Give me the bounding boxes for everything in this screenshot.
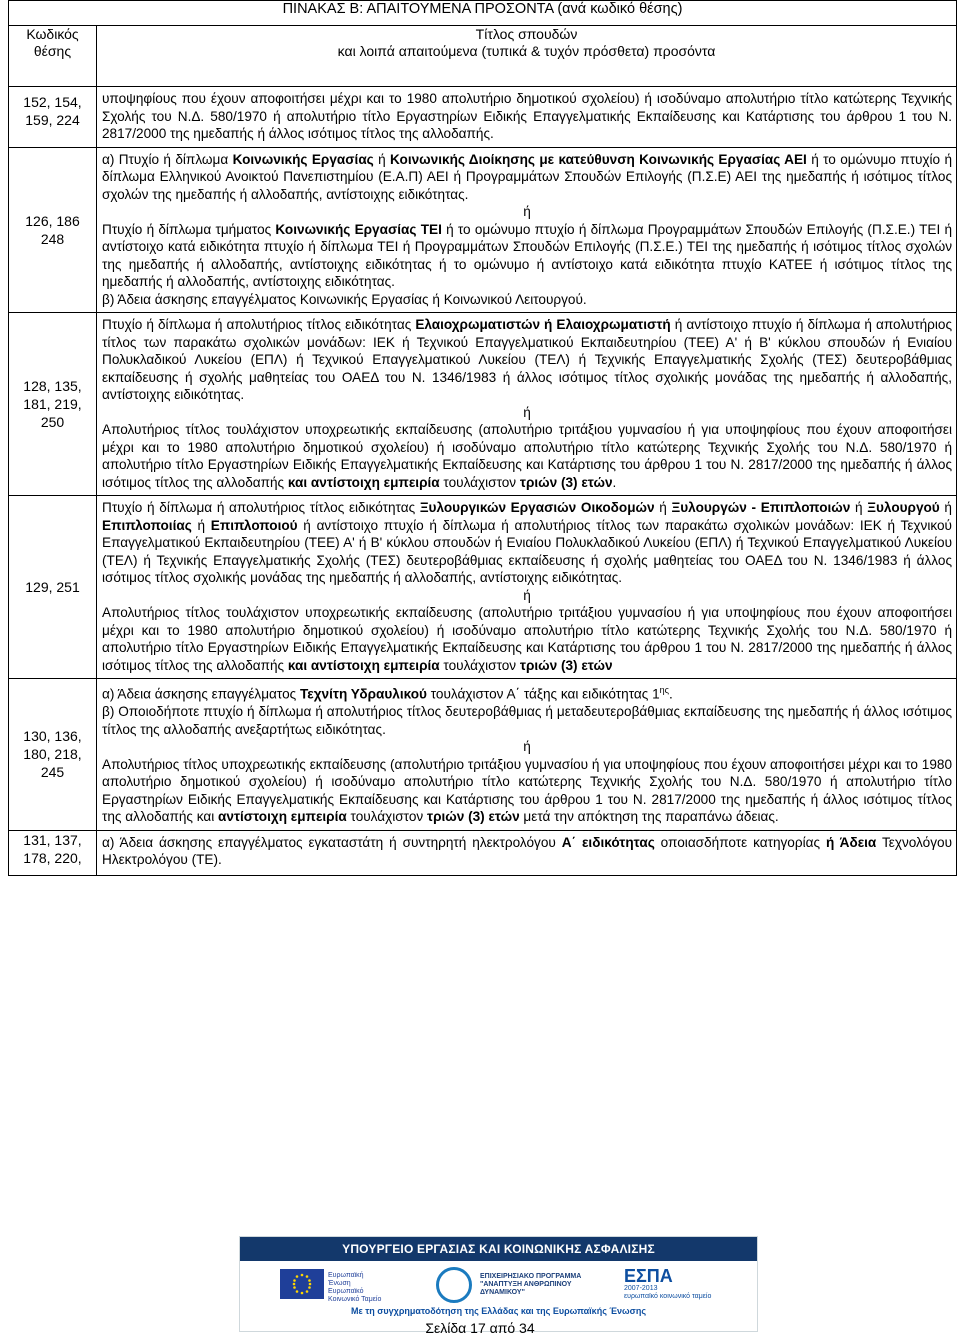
page-number: Σελίδα 17 από 34 (425, 1320, 535, 1336)
position-codes: 128, 135, 181, 219, 250 (9, 313, 97, 496)
table-row (9, 87, 957, 148)
funding-banner (239, 1236, 758, 1332)
table-row (9, 830, 957, 875)
position-codes: 130, 136, 180, 218, 245 (9, 679, 97, 831)
position-codes: 126, 186 248 (9, 147, 97, 313)
eu-label: Ευρωπαϊκή Ένωση Ευρωπαϊκό Κοινωνικό Ταμείο (328, 1272, 382, 1303)
position-codes: 131, 137, 178, 220, (9, 830, 97, 875)
document-page (8, 0, 956, 876)
table-title: ΠΙΝΑΚΑΣ Β: ΑΠΑΙΤΟΥΜΕΝΑ ΠΡΟΣΟΝΤΑ (ανά κωδικό θέσης) (9, 1, 957, 26)
table-row (9, 147, 957, 313)
table-row (9, 496, 957, 679)
ministry-title: ΥΠΟΥΡΓΕΙΟ ΕΡΓΑΣΙΑΣ ΚΑΙ ΚΟΙΝΩΝΙΚΗΣ ΑΣΦΑΛΙΣΗΣ (240, 1237, 757, 1261)
qualifications-text: υποψηφίους που έχουν αποφοιτήσει μέχρι και το 1980 απολυτήριο δημοτικού σχολείου) ή ισοδύναμο απολυτήριο τίτλο κατώτερης Τεχνικής Σχολής του Ν.Δ. 580/1970 ή απολυτήριο τίτλο Εργαστηρίων Ειδικής Επαγγελματικής Εκπαίδευσης και Κατάρτισης του άρθρου 1 του Ν. 2817/2000 της ημεδαπής ή άλλος ισότιμος τίτλος της αλλοδαπής. (97, 87, 957, 148)
logos-strip (240, 1261, 757, 1305)
qualifications-column-header: Τίτλος σπουδών και λοιπά απαιτούμενα (τυπικά & τυχόν πρόσθετα) προσόντα (97, 26, 957, 87)
eu-flag-icon (280, 1269, 324, 1299)
position-codes: 152, 154, 159, 224 (9, 87, 97, 148)
qualifications-text: α) Πτυχίο ή δίπλωμα Κοινωνικής Εργασίας ή Κοινωνικής Διοίκησης με κατεύθυνση Κοινωνικής Εργασίας ΑΕΙ ή το ομώνυμο πτυχίο ή δίπλωμα Ελληνικού Ανοικτού Πανεπιστημίου (Ε.Α.Π) ΑΕΙ ή Προγραμμάτων Σπουδών Επιλογής (Π.Σ.Ε) ΑΕΙ της ημεδαπής ή ισότιμος τίτλος σχολών της ημεδαπής ή αλλοδαπής, αντίστοιχης ειδικότητας. ή Πτυχίο ή δίπλωμα τμήματος Κοινωνικής Εργασίας ΤΕΙ ή το ομώνυμο πτυχίο ή δίπλωμα Προγραμμάτων Σπουδών Επιλογής (Π.Σ.Ε.) ΤΕΙ ή αντίστοιχο κατά ειδικότητα πτυχίο ή δίπλωμα ΤΕΙ ή Προγραμμάτων Σπουδών Επιλογής (Π.Σ.Ε.) ΤΕΙ της ημεδαπής ή ισότιμος τίτλος σχολών της ημεδαπής ή αλλοδαπής, αντίστοιχης ειδικότητας ή το ομώνυμο ή αντίστοιχο κατά ειδικότητα πτυχίο ΚΑΤΕΕ ή ισότιμος τίτλος της ημεδαπής ή αλλοδαπής, αντίστοιχης ειδικότητας. β) Άδεια άσκησης επαγγέλματος Κοινωνικής Εργασίας ή Κοινωνικού Λειτουργού. (97, 147, 957, 313)
qualifications-text: α) Άδεια άσκησης επαγγέλματος εγκαταστάτη ή συντηρητή ηλεκτρολόγου Α΄ ειδικότητας οποιασδήποτε κατηγορίας ή Άδεια Τεχνολόγου Ηλεκτρολόγου (ΤΕ). (97, 830, 957, 875)
qualifications-text: α) Άδεια άσκησης επαγγέλματος Τεχνίτη Υδραυλικού τουλάχιστον Α΄ τάξης και ειδικότητας $1^{\eta\varsigma}$. β) Οποιοδήποτε πτυχίο ή δίπλωμα ή απολυτήριος τίτλος δευτεροβάθμιας ή μεταδευτεροβάθμιας εκπαίδευσης της ημεδαπής ή άλλος ισότιμος τίτλος της αλλοδαπής ανεξαρτήτως ειδικότητας. ή Απολυτήριος τίτλος υποχρεωτικής εκπαίδευσης (απολυτήριο τριτάξιου γυμνασίου ή για υποψηφίους που έχουν αποφοιτήσει μέχρι και το 1980 απολυτήριο δημοτικού σχολείου) ή ισοδύναμο απολυτήριο τίτλο κατώτερης Τεχνικής Σχολής του Ν.Δ. 580/1970 ή απολυτήριο τίτλο Εργαστηρίων Ειδικής Επαγγελματικής Εκπαίδευσης και Κατάρτισης του άρθρου 1 του Ν. 2817/2000 της ημεδαπής ή άλλος ισότιμος τίτλος της αλλοδαπής και αντίστοιχη εμπειρία τουλάχιστον τριών (3) ετών μετά την απόκτηση της παραπάνω άδειας. (97, 679, 957, 831)
requirements-table (8, 0, 957, 876)
position-codes: 129, 251 (9, 496, 97, 679)
cofunding-text: Με τη συγχρηματοδότηση της Ελλάδας και της Ευρωπαϊκής Ένωσης (350, 1306, 646, 1316)
qualifications-text: Πτυχίο ή δίπλωμα ή απολυτήριος τίτλος ειδικότητας Ελαιοχρωματιστών ή Ελαιοχρωματιστή ή αντίστοιχο πτυχίο ή δίπλωμα ή απολυτήριος τίτλος των παρακάτω σχολικών μονάδων: ΙΕΚ ή Τεχνικού Επαγγελματικού Εκπαιδευτηρίου (ΤΕΕ) Α' ή Β' κύκλου σπουδών ή Ενιαίου Πολυκλαδικού Λυκείου (ΕΠΛ) ή Τεχνικού Επαγγελματικού Λυκείου (ΤΕΛ) ή Τεχνικής Επαγγελματικής Σχολής (ΤΕΣ) δευτεροβάθμιας εκπαίδευσης ή σχολής μαθητείας του ΟΑΕΔ του Ν. 1346/1983 ή άλλος ισότιμος τίτλος σχολικής μονάδας της ημεδαπής ή αλλοδαπής, αντίστοιχης ειδικότητας. ή Απολυτήριος τίτλος τουλάχιστον υποχρεωτικής εκπαίδευσης (απολυτήριο τριτάξιου γυμνασίου ή για υποψηφίους που έχουν αποφοιτήσει μέχρι και το 1980 απολυτήριο δημοτικού σχολείου) ή ισοδύναμο απολυτήριο τίτλο κατώτερης Τεχνικής Σχολής του Ν.Δ. 580/1970 ή απολυτήριο τίτλο Εργαστηρίων Ειδικής Επαγγελματικής Εκπαίδευσης και Κατάρτισης του άρθρου 1 του Ν. 2817/2000 της ημεδαπής ή άλλος ισότιμος τίτλος της αλλοδαπής και αντίστοιχη εμπειρία τουλάχιστον τριών (3) ετών. (97, 313, 957, 496)
espa-logo: ΕΣΠΑ 2007-2013 ευρωπαϊκό κοινωνικό ταμείο (624, 1266, 712, 1300)
programme-logo-icon (436, 1267, 472, 1303)
table-row (9, 313, 957, 496)
programme-label: ΕΠΙΧΕΙΡΗΣΙΑΚΟ ΠΡΟΓΡΑΜΜΑ "ΑΝΑΠΤΥΞΗ ΑΝΘΡΩΠΙΝΟΥ ΔΥΝΑΜΙΚΟΥ" (480, 1273, 582, 1296)
qualifications-text: Πτυχίο ή δίπλωμα ή απολυτήριος τίτλος ειδικότητας Ξυλουργικών Εργασιών Οικοδομών ή Ξυλουργών - Επιπλοποιών ή Ξυλουργού ή Επιπλοποιίας ή Επιπλοποιού ή αντίστοιχο πτυχίο ή δίπλωμα ή απολυτήριος τίτλος των παρακάτω σχολικών μονάδων: ΙΕΚ ή Τεχνικού Επαγγελματικού Εκπαιδευτηρίου (ΤΕΕ) Α' ή Β' κύκλου σπουδών ή Ενιαίου Πολυκλαδικού Λυκείου (ΕΠΛ) ή Τεχνικού Επαγγελματικού Λυκείου (ΤΕΛ) ή Τεχνικής Επαγγελματικής Σχολής (ΤΕΣ) δευτεροβάθμιας εκπαίδευσης ή σχολής μαθητείας του ΟΑΕΔ του Ν. 1346/1983 ή άλλος ισότιμος τίτλος σχολικής μονάδας της ημεδαπής ή αλλοδαπής, αντίστοιχης ειδικότητας. ή Απολυτήριος τίτλος τουλάχιστον υποχρεωτικής εκπαίδευσης (απολυτήριο τριτάξιου γυμνασίου ή για υποψηφίους που έχουν αποφοιτήσει μέχρι και το 1980 απολυτήριο δημοτικού σχολείου) ή ισοδύναμο απολυτήριο τίτλο κατώτερης Τεχνικής Σχολής του Ν.Δ. 580/1970 ή απολυτήριο τίτλο Εργαστηρίων Ειδικής Επαγγελματικής Εκπαίδευσης και Κατάρτισης του άρθρου 1 του Ν. 2817/2000 της ημεδαπής ή άλλος ισότιμος τίτλος της αλλοδαπής και αντίστοιχη εμπειρία τουλάχιστον τριών (3) ετών (97, 496, 957, 679)
table-row (9, 679, 957, 831)
code-column-header: Κωδικός θέσης (9, 26, 97, 87)
